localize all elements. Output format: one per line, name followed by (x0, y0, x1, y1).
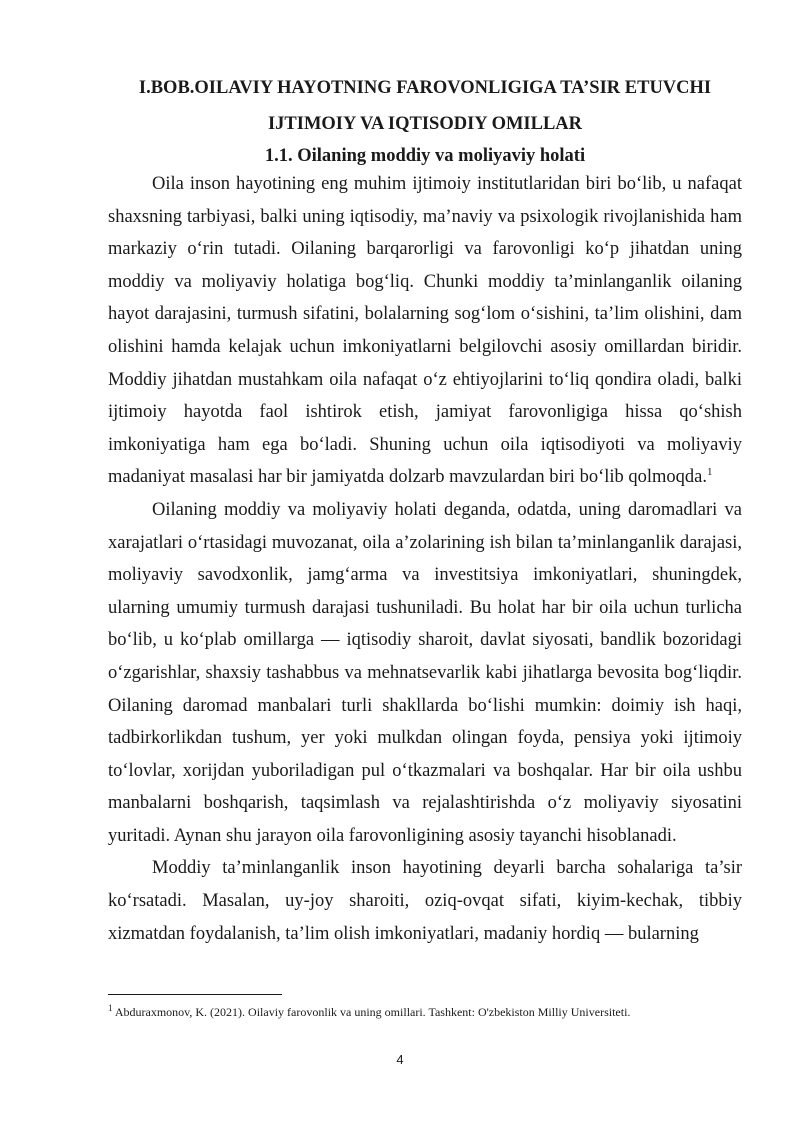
paragraph-3: Moddiy ta’minlanganlik inson hayotining deyarli barcha sohalariga ta’sir ko‘rsatadi. Masalan, uy-joy sharoiti, oziq-ovqat sifati, kiyim-kechak, tibbiy xizmatdan foydalanish, ta’lim olish imkoniyatlari, madaniy hordiq — bularning (108, 858, 742, 944)
paragraph-1 (108, 168, 742, 494)
paragraph-2: Oilaning moddiy va moliyaviy holati deganda, odatda, uning daromadlari va xarajatlari o‘rtasidagi muvozanat, oila a’zolarining ish bilan ta’minlanganlik darajasi, moliyaviy savodxonlik, jamg‘arma va investitsiya imkoniyatlari, shuningdek, ularning umumiy turmush darajasi tushuniladi. Bu holat har bir oila uchun turlicha bo‘lib, u ko‘plab omillarga — iqtisodiy sharoit, davlat siyosati, bandlik bozoridagi o‘zgarishlar, shaxsiy tashabbus va mehnatsevarlik kabi jihatlarga bevosita bog‘liqdir. Oilaning daromad manbalari turli shakllarda bo‘lishi mumkin: doimiy ish haqi, tadbirkorlikdan tushum, yer yoki mulkdan olingan foyda, pensiya yoki ijtimoiy to‘lovlar, xorijdan yuboriladigan pul o‘tkazmalari va boshqalar. Har bir oila ushbu manbalarni boshqarish, taqsimlash va rejalashtirishda o‘z moliyaviy siyosatini yuritadi. Aynan shu jarayon oila farovonligining asosiy tayanchi hisoblanadi. (108, 499, 742, 846)
footnote-text: Abduraxmonov, K. (2021). Oilaviy farovonlik va uning omillari. Tashkent: O'zbekiston Milliy Universiteti. (114, 1005, 631, 1019)
body-text (108, 168, 742, 950)
footnote-divider (108, 994, 282, 995)
page-number: 4 (396, 1052, 404, 1067)
chapter-title: I.BOB.OILAVIY HAYOTNING FAROVONLIGIGA TA’SIR ETUVCHI IJTIMOIY VA IQTISODIY OMILLAR (138, 78, 712, 134)
footnote (108, 1000, 748, 1020)
paragraph-1-text: Oila inson hayotining eng muhim ijtimoiy institutlaridan biri bo‘lib, u nafaqat shaxsning tarbiyasi, balki uning iqtisodiy, ma’naviy va psixologik rivojlanishida ham markaziy o‘rin tutadi. Oilaning barqarorligi va farovonligi ko‘p jihatdan uning moddiy va moliyaviy holatiga bog‘liq. Chunki moddiy ta’minlanganlik oilaning hayot darajasini, turmush sifatini, bolalarning sog‘lom o‘sishini, ta’lim olishini, dam olishini hamda kelajak uchun imkoniyatlarni belgilovchi asosiy omillardan biridir. Moddiy jihatdan mustahkam oila nafaqat o‘z ehtiyojlarini to‘liq qondira oladi, balki ijtimoiy hayotda faol ishtirok etish, jamiyat farovonligiga hissa qo‘shish imkoniyatiga ham ega bo‘ladi. Shuning uchun oila iqtisodiyoti va moliyaviy madaniyat masalasi har bir jamiyatda dolzarb mavzulardan biri bo‘lib qolmoqda. (108, 174, 742, 488)
footnote-reference[interactable]: 1 (707, 466, 713, 479)
section-title: 1.1. Oilaning moddiy va moliyaviy holati (264, 146, 586, 166)
footnote-marker: 1 (108, 1003, 113, 1013)
